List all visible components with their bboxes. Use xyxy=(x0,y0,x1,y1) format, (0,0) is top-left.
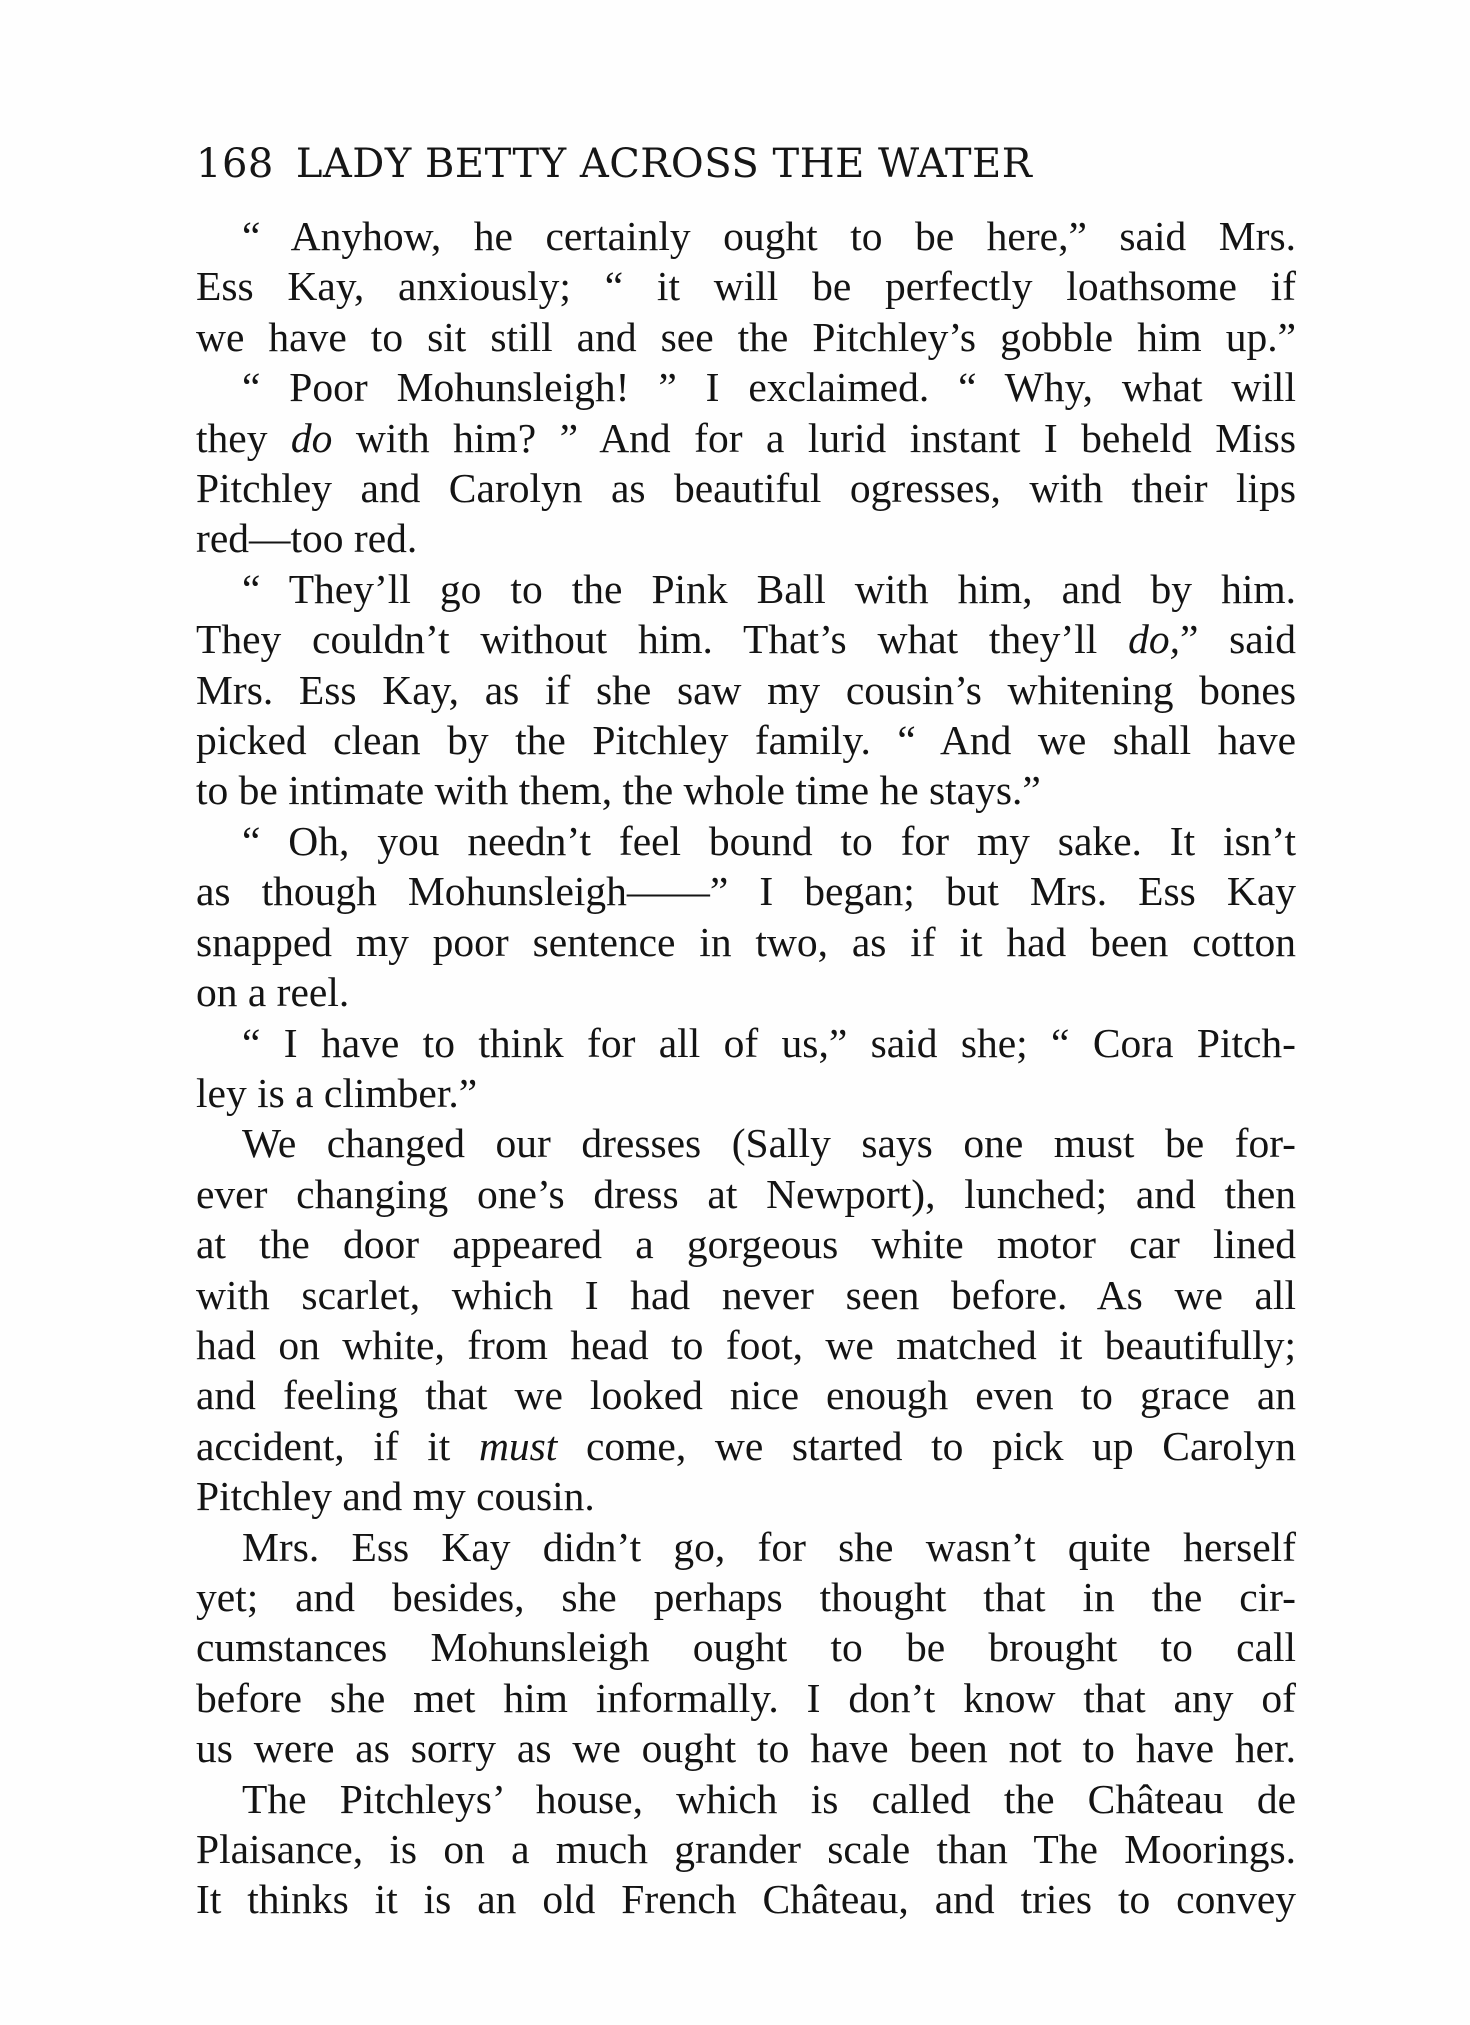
text-line: with scarlet, which I had never seen before. As we all xyxy=(196,1271,1296,1318)
paragraph xyxy=(196,1774,1296,1925)
text-line: yet; and besides, she perhaps thought that in the cir- xyxy=(196,1573,1296,1620)
text-line: red—too red. xyxy=(196,515,418,562)
paragraph xyxy=(196,362,1296,564)
paragraph xyxy=(196,1118,1296,1521)
text-line: snapped my poor sentence in two, as if it had been cotton xyxy=(196,918,1296,965)
text-line: The Pitchleys’ house, which is called the Château de xyxy=(242,1775,1296,1822)
text-line: We changed our dresses (Sally says one must be for- xyxy=(242,1120,1296,1167)
running-header xyxy=(196,140,1296,188)
text-line: ever changing one’s dress at Newport), lunched; and then xyxy=(196,1170,1296,1217)
paragraph xyxy=(196,1018,1296,1119)
text-line: picked clean by the Pitchley family. “ And we shall have xyxy=(196,717,1296,764)
text-line: Pitchley and my cousin. xyxy=(196,1473,595,1520)
text-line: Mrs. Ess Kay didn’t go, for she wasn’t quite herself xyxy=(242,1523,1296,1570)
text-line: us were as sorry as we ought to have been not to have her. xyxy=(196,1725,1296,1772)
text-line: accident, if it must come, we started to pick up Carolyn xyxy=(196,1422,1296,1469)
text-line: on a reel. xyxy=(196,969,350,1016)
text-line: Plaisance, is on a much grander scale than The Moorings. xyxy=(196,1826,1296,1872)
text-line: we have to sit still and see the Pitchley’s gobble him up.” xyxy=(196,313,1296,360)
text-line: and feeling that we looked nice enough even to grace an xyxy=(196,1372,1296,1419)
text-line: to be intimate with them, the whole time he stays.” xyxy=(196,767,1041,814)
paragraph xyxy=(196,564,1296,816)
text-line: cumstances Mohunsleigh ought to be brought to call xyxy=(196,1624,1296,1671)
paragraph xyxy=(196,211,1296,362)
text-line: They couldn’t without him. That’s what they’ll do,” said xyxy=(196,616,1296,663)
text-line: at the door appeared a gorgeous white motor car lined xyxy=(196,1221,1296,1268)
text-line: they do with him? ” And for a lurid instant I beheld Miss xyxy=(196,414,1296,461)
text-line: “ Poor Mohunsleigh! ” I exclaimed. “ Why, what will xyxy=(242,364,1296,411)
text-line: Ess Kay, anxiously; “ it will be perfectly loathsome if xyxy=(196,263,1296,310)
text-line: It thinks it is an old French Château, and tries to convey xyxy=(196,1876,1296,1923)
paragraph xyxy=(196,1522,1296,1774)
page-number: 168 xyxy=(196,141,274,187)
text-line: as though Mohunsleigh——” I began; but Mrs. Ess Kay xyxy=(196,868,1296,915)
text-line: ley is a climber.” xyxy=(196,1069,478,1116)
text-line: “ Anyhow, he certainly ought to be here,” said Mrs. xyxy=(242,213,1296,259)
running-title: LADY BETTY ACROSS THE WATER xyxy=(295,141,1033,187)
text-line: “ They’ll go to the Pink Ball with him, and by him. xyxy=(242,565,1296,612)
text-line: before she met him informally. I don’t know that any of xyxy=(196,1674,1296,1721)
paragraph xyxy=(196,816,1296,1018)
body-text xyxy=(196,211,1296,1925)
text-line: Pitchley and Carolyn as beautiful ogresses, with their lips xyxy=(196,465,1296,512)
text-line: had on white, from head to foot, we matched it beautifully; xyxy=(196,1321,1296,1368)
text-line: “ I have to think for all of us,” said she; “ Cora Pitch- xyxy=(242,1019,1296,1066)
text-line: “ Oh, you needn’t feel bound to for my sake. It isn’t xyxy=(242,817,1296,864)
text-line: Mrs. Ess Kay, as if she saw my cousin’s whitening bones xyxy=(196,666,1296,713)
